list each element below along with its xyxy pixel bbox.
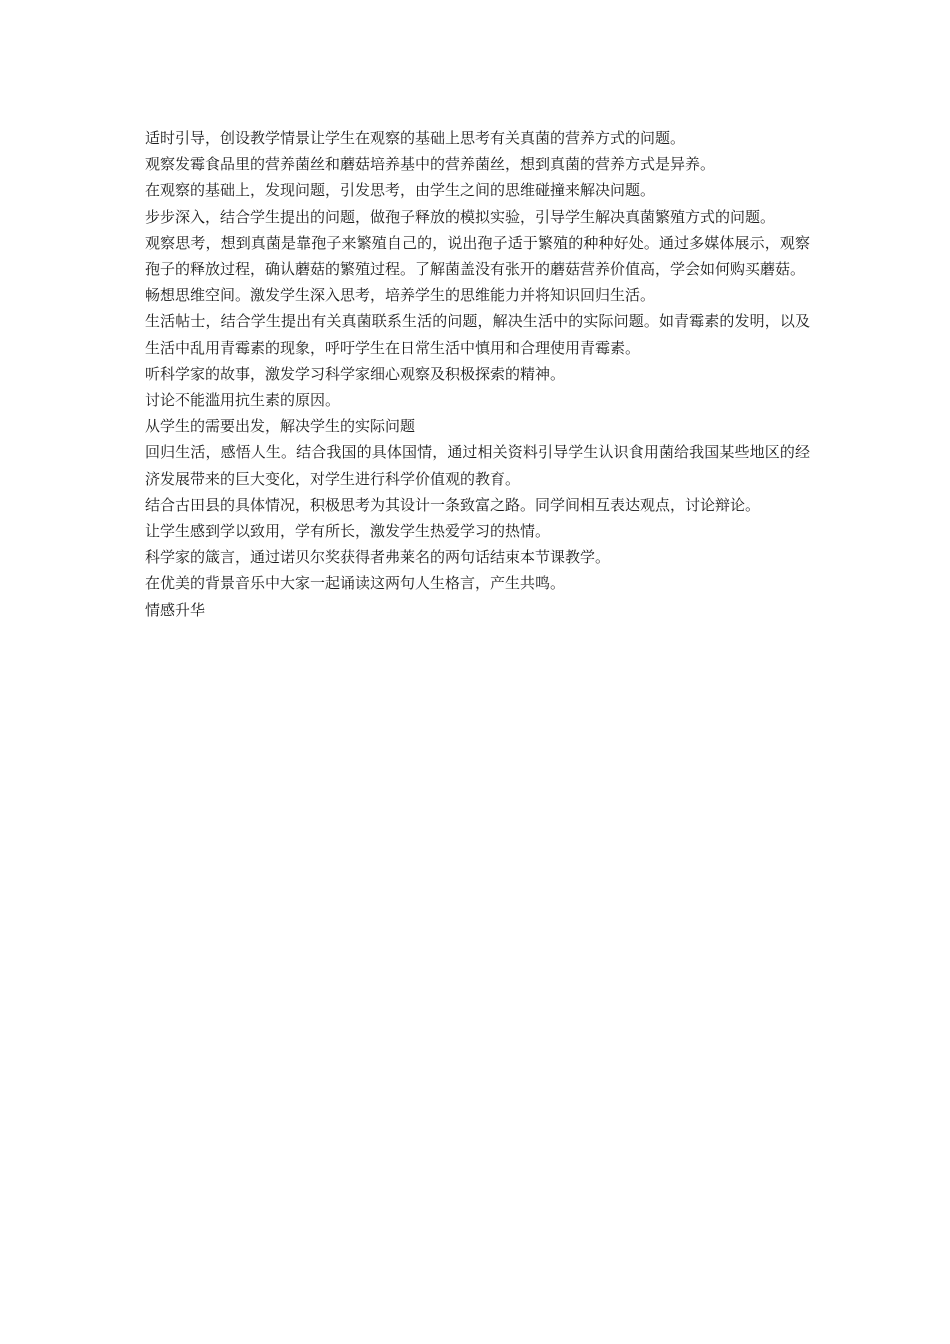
paragraph-15: 在优美的背景音乐中大家一起诵读这两句人生格言，产生共鸣。	[145, 574, 566, 593]
paragraph-6: 畅想思维空间。激发学生深入思考，培养学生的思维能力并将知识回归生活。	[145, 286, 656, 305]
paragraph-1: 适时引导，创设教学情景让学生在观察的基础上思考有关真菌的营养方式的问题。	[145, 129, 686, 147]
paragraph-9: 讨论不能滥用抗生素的原因。	[145, 391, 341, 410]
paragraph-10: 从学生的需要出发，解决学生的实际问题	[145, 417, 416, 436]
paragraph-12: 结合古田县的具体情况，积极思考为其设计一条致富之路。同学间相互表达观点，讨论辩论。	[145, 495, 761, 514]
paragraph-2: 观察发霉食品里的营养菌丝和蘑菇培养基中的营养菌丝，想到真菌的营养方式是异养。	[145, 155, 716, 174]
paragraph-3: 在观察的基础上，发现问题，引发思考，由学生之间的思维碰撞来解决问题。	[145, 181, 656, 200]
paragraph-8: 听科学家的故事，激发学习科学家细心观察及积极探索的精神。	[145, 364, 566, 383]
paragraph-5: 观察思考，想到真菌是靠孢子来繁殖自己的，说出孢子适于繁殖的种种好处。通过多媒体展示，观察孢子的释放过程，确认蘑菇的繁殖过程。了解菌盖没有张开的蘑菇营养价值高，学会如何购买蘑菇。	[145, 233, 810, 279]
paragraph-14: 科学家的箴言，通过诺贝尔奖获得者弗莱名的两句话结束本节课教学。	[145, 548, 611, 567]
paragraph-13: 让学生感到学以致用，学有所长，激发学生热爱学习的热情。	[145, 522, 551, 541]
paragraph-7: 生活帖士，结合学生提出有关真菌联系生活的问题，解决生活中的实际问题。如青霉素的发明，以及生活中乱用青霉素的现象，呼吁学生在日常生活中慎用和合理使用青霉素。	[145, 312, 810, 357]
paragraph-16: 情感升华	[145, 600, 206, 619]
paragraph-11: 回归生活，感悟人生。结合我国的具体国情，通过相关资料引导学生认识食用菌给我国某些地区的经济发展带来的巨大变化，对学生进行科学价值观的教育。	[145, 443, 810, 488]
paragraph-4: 步步深入，结合学生提出的问题，做孢子释放的模拟实验，引导学生解决真菌繁殖方式的问题。	[145, 207, 776, 226]
document-body	[145, 125, 810, 623]
